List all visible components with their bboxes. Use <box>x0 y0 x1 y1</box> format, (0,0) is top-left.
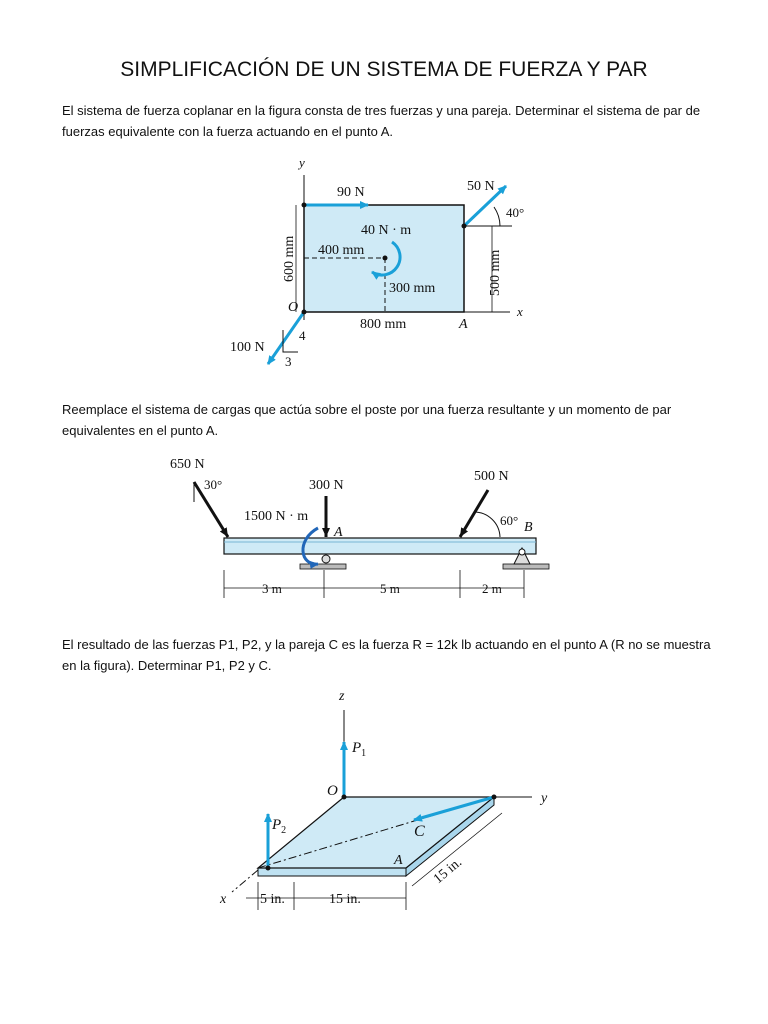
dim-3-label: 3 m <box>262 581 282 596</box>
force-90-point <box>302 203 307 208</box>
angle-60-label: 60° <box>500 513 519 528</box>
figure-1 <box>0 150 768 380</box>
axis-x-label: x <box>517 304 523 319</box>
force-90-label: 90 N <box>337 185 365 200</box>
force-100-label: 100 N <box>230 340 265 355</box>
point-a-label: A <box>459 317 468 332</box>
force-300-label: 300 N <box>309 478 344 493</box>
angle-60-arc <box>474 512 500 537</box>
corner-point <box>492 795 497 800</box>
problem-2-text: Reemplace el sistema de cargas que actúa sobre el poste por una fuerza resultante y un momento de par equivalentes en el punto A. <box>62 402 672 438</box>
support-b-base <box>503 564 549 569</box>
axis-y-label: y <box>299 155 305 170</box>
dim-5-label: 5 m <box>380 581 400 596</box>
p1-subscript: 1 <box>361 748 367 759</box>
dim-600-label: 600 mm <box>282 235 297 282</box>
problem-3-text: El resultado de las fuerzas P1, P2, y la pareja C es la fuerza R = 12k lb actuando en el punto A (R no se muestra en la figura). Determinar P1, P2 y C. <box>62 637 711 673</box>
origin-label: O <box>327 783 338 799</box>
dim-800-label: 800 mm <box>360 317 407 332</box>
moment-1500-label: 1500 N · m <box>244 509 309 524</box>
x-axis-line <box>232 870 258 892</box>
axis-x-label: x <box>220 892 227 907</box>
p2-point <box>266 866 271 871</box>
support-a-base <box>300 564 346 569</box>
figure-2 <box>0 448 768 618</box>
support-a-roller <box>322 555 330 563</box>
moment-label: 40 N · m <box>361 223 412 238</box>
dim-400-label: 400 mm <box>318 243 365 258</box>
p2-letter: P <box>272 817 282 833</box>
axis-y-label: y <box>541 791 548 806</box>
force-650-label: 650 N <box>170 457 205 472</box>
point-b-label: B <box>524 520 533 535</box>
axis-z-label: z <box>339 689 345 704</box>
force-50-label: 50 N <box>467 179 495 194</box>
couple-c-label: C <box>414 823 425 840</box>
origin-point <box>302 310 307 315</box>
angle-40-arc <box>494 207 500 226</box>
dim-300-label: 300 mm <box>389 281 436 296</box>
slope-4-label: 4 <box>299 328 306 343</box>
support-b-hole <box>519 549 525 555</box>
p1-label <box>351 740 366 759</box>
point-a-label: A <box>394 853 403 868</box>
dim-5-label: 5 in. <box>260 892 285 907</box>
dim-2-label: 2 m <box>482 581 502 596</box>
plate-side-front <box>258 868 406 876</box>
origin-label: O <box>288 300 299 315</box>
origin-point <box>342 795 347 800</box>
p2-label <box>271 817 286 836</box>
angle-40-label: 40° <box>506 205 525 220</box>
figure-3 <box>0 684 768 914</box>
dim-15-diag-label: 15 in. <box>430 855 466 888</box>
force-500-label: 500 N <box>474 469 509 484</box>
dim-15-label: 15 in. <box>329 892 361 907</box>
moment-point <box>383 256 388 261</box>
p1-letter: P <box>352 740 362 756</box>
problem-1-text: El sistema de fuerza coplanar en la figura consta de tres fuerzas y una pareja. Determinar el sistema de par de fuerzas equivalente con la fuerza actuando en el punto A. <box>62 103 701 139</box>
point-a-label: A <box>334 525 343 540</box>
p2-subscript: 2 <box>281 825 287 836</box>
dim-500-label: 500 mm <box>488 249 503 296</box>
angle-30-label: 30° <box>204 477 223 492</box>
slope-3-label: 3 <box>285 354 292 369</box>
page-title: SIMPLIFICACIÓN DE UN SISTEMA DE FUERZA Y PAR <box>120 58 648 81</box>
post-beam <box>224 538 536 554</box>
